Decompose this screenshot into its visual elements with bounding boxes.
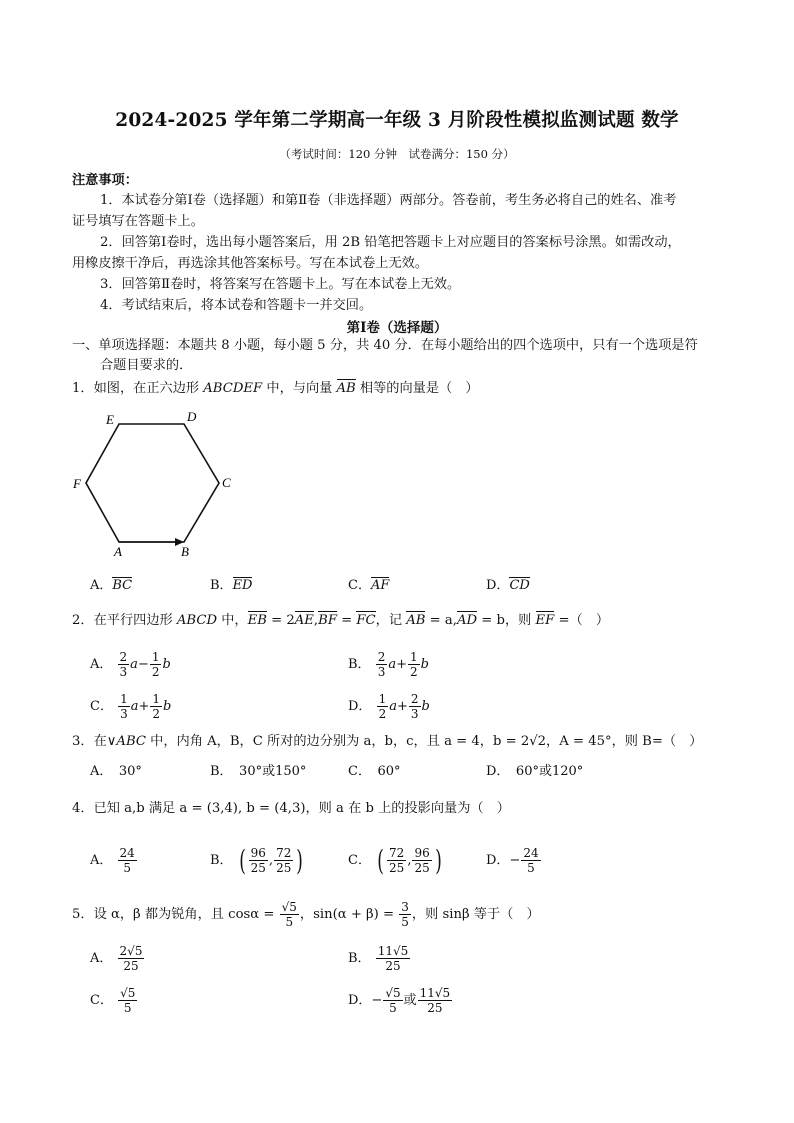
- q5-option-b[interactable]: [348, 944, 411, 973]
- option-vector: AF: [371, 576, 389, 596]
- fraction: $\frac{1}{2}$: [151, 650, 160, 679]
- fraction: $\frac{96}{25}$: [414, 846, 430, 875]
- option-letter: D．: [348, 699, 372, 714]
- q3-triangle: ABC: [116, 734, 146, 749]
- section-title: 第Ⅰ卷（选择题）: [346, 320, 448, 336]
- q2-option-a[interactable]: [90, 650, 171, 679]
- fraction: $\frac{1}{2}$: [152, 692, 161, 721]
- q1-vector: AB: [337, 378, 356, 400]
- q2-vector: AB: [406, 610, 425, 632]
- q1-polygon: ABCDEF: [203, 381, 263, 396]
- notice-item: 1．本试卷分第Ⅰ卷（选择题）和第Ⅱ卷（非选择题）两部分。答卷前，考生务必将自己的姓名、准考: [100, 193, 677, 208]
- fraction: $\frac{96}{25}$: [250, 846, 266, 875]
- fraction: $\frac{72}{25}$: [389, 846, 405, 875]
- page-title: 2024-2025 学年第二学期高一年级 3 月阶段性模拟监测试题 数学: [115, 110, 679, 131]
- fraction: $\frac{2}{3}$: [410, 692, 419, 721]
- fraction: $\frac{1}{2}$: [378, 692, 387, 721]
- question-5-stem: [72, 900, 540, 929]
- var-a: a: [389, 699, 397, 714]
- q3-option-c[interactable]: C． 60°: [348, 764, 401, 779]
- q2-shape: ABCD: [176, 613, 218, 628]
- section-intro: [72, 335, 698, 357]
- option-letter: B．: [348, 657, 371, 672]
- q4-option-c[interactable]: C． ( $\frac{72}{25}$ , $\frac{96}{25}$ ): [348, 843, 442, 877]
- q1-text: 中，与向量: [262, 381, 337, 396]
- q2-vector: AD: [457, 610, 477, 632]
- option-vector: BC: [112, 576, 132, 596]
- q3-text: 3．在∨: [72, 734, 117, 749]
- q5-text: 5．设 α，β 都为锐角，且 cosα =: [72, 907, 279, 922]
- section-intro-prefix: 一、单项选择题：: [72, 338, 178, 353]
- q1-option-a[interactable]: [90, 576, 132, 596]
- vertex-label-f: F: [73, 476, 81, 491]
- option-letter: C．: [90, 699, 113, 714]
- operator: −: [137, 657, 149, 672]
- q5-option-d[interactable]: [348, 986, 453, 1015]
- option-letter: A．: [90, 657, 113, 672]
- notice-item: 用橡皮擦干净后，再选涂其他答案标号。写在本试卷上无效。: [72, 256, 429, 271]
- q2-text: = 2: [266, 613, 295, 628]
- q3-text: 中，内角 A，B，C 所对的边分别为 a，b，c，且 a = 4，b = 2√2，A = 45°，则 B=（ ）: [145, 734, 703, 749]
- q2-option-b[interactable]: [348, 650, 429, 679]
- fraction: $\frac{√5}{5}$: [120, 986, 136, 1015]
- q5-text: ，sin(α + β) =: [299, 907, 399, 922]
- q2-vector: FC: [356, 610, 375, 632]
- var-b: b: [162, 657, 171, 672]
- vertex-label-a: A: [114, 544, 122, 559]
- notice-heading: 注意事项：: [72, 173, 138, 188]
- hexagon-figure: [64, 404, 244, 564]
- or-text: 或: [403, 993, 417, 1008]
- q2-text: 2．在平行四边形: [72, 613, 177, 628]
- q1-text: 1．如图，在正六边形: [72, 381, 204, 396]
- option-vector: CD: [509, 576, 529, 596]
- question-1-stem: [72, 378, 479, 400]
- operator: +: [396, 699, 408, 714]
- hexagon-shape: [86, 424, 219, 542]
- q4-option-a[interactable]: [90, 846, 138, 875]
- q3-option-a[interactable]: A． 30°: [90, 764, 142, 779]
- notice-item: 4．考试结束后，将本试卷和答题卡一并交回。: [100, 298, 373, 313]
- option-letter: B．: [210, 853, 233, 868]
- q1-text: 相等的向量是（ ）: [355, 381, 479, 396]
- question-3-stem: [72, 731, 702, 753]
- vertex-label-b: B: [181, 544, 189, 559]
- notice-item: 3．回答第Ⅱ卷时，将答案写在答题卡上。写在本试卷上无效。: [100, 277, 461, 292]
- section-intro-text: 本题共 8 小题，每小题 5 分，共 40 分．在每小题给出的四个选项中，只有一个选项是符: [177, 338, 698, 353]
- fraction: $\frac{1}{2}$: [410, 650, 418, 679]
- q2-text: =: [336, 613, 357, 628]
- fraction: $\frac{√5}{5}$: [281, 900, 297, 929]
- fraction: $\frac{2√5}{25}$: [119, 944, 143, 973]
- q4-option-d[interactable]: [486, 846, 542, 875]
- option-letter: D．: [486, 578, 510, 593]
- q1-option-c[interactable]: [348, 576, 389, 596]
- fraction: $\frac{11√5}{25}$: [419, 986, 451, 1015]
- option-letter: D．: [486, 853, 510, 868]
- option-letter: A．: [90, 853, 113, 868]
- var-b: b: [421, 699, 430, 714]
- vertex-label-d: D: [187, 409, 197, 424]
- q1-option-b[interactable]: [210, 576, 252, 596]
- fraction: $\frac{24}{5}$: [523, 846, 539, 875]
- option-letter: C．: [348, 578, 371, 593]
- option-letter: B．: [210, 578, 233, 593]
- q2-vector: EF: [536, 610, 555, 632]
- q2-text: = a,: [425, 613, 457, 628]
- operator: +: [396, 657, 408, 672]
- fraction: $\frac{3}{5}$: [401, 900, 409, 929]
- q2-vector: EB: [248, 610, 267, 632]
- option-letter: A．: [90, 578, 113, 593]
- fraction: $\frac{√5}{5}$: [385, 986, 401, 1015]
- var-b: b: [420, 657, 429, 672]
- option-letter: C．: [90, 993, 113, 1008]
- q2-text: = b，则: [477, 613, 536, 628]
- vertex-label-e: E: [106, 412, 114, 427]
- question-4-stem: 4．已知 a,b 满足 a = (3,4), b = (4,3)，则 a 在 b 上的投影向量为（ ）: [72, 801, 510, 816]
- q3-option-b[interactable]: B． 30°或150°: [210, 764, 307, 779]
- minus-sign: −: [509, 853, 521, 868]
- option-letter: D．: [348, 993, 372, 1008]
- fraction: $\frac{2}{3}$: [119, 650, 128, 679]
- section-intro-cont: 合题目要求的．: [100, 358, 193, 373]
- option-letter: A．: [90, 951, 113, 966]
- q2-text: =（ ）: [554, 613, 610, 628]
- fraction: $\frac{11√5}{25}$: [377, 944, 409, 973]
- q5-text: ，则 sinβ 等于（ ）: [411, 907, 540, 922]
- q2-text: ，记: [375, 613, 407, 628]
- q2-text: ,: [313, 613, 319, 628]
- option-vector: ED: [233, 576, 253, 596]
- option-letter: C．: [348, 853, 371, 868]
- exam-info: （考试时间：120 分钟 试卷满分：150 分）: [279, 147, 515, 161]
- q2-option-d[interactable]: [348, 692, 430, 721]
- q5-option-a[interactable]: [90, 944, 145, 973]
- notice-item: 2．回答第Ⅰ卷时，选出每小题答案后，用 2B 铅笔把答题卡上对应题目的答案标号涂黑。如需改动，: [100, 235, 681, 250]
- q1-option-d[interactable]: [486, 576, 530, 596]
- operator: +: [138, 699, 150, 714]
- fraction: $\frac{24}{5}$: [119, 846, 135, 875]
- q2-vector: BF: [318, 610, 337, 632]
- var-b: b: [163, 699, 172, 714]
- option-letter: B．: [348, 951, 371, 966]
- vertex-label-c: C: [222, 475, 231, 490]
- q5-option-c[interactable]: [90, 986, 138, 1015]
- q3-option-d[interactable]: D． 60°或120°: [486, 764, 584, 779]
- var-a: a: [388, 657, 397, 672]
- minus-sign: −: [371, 993, 383, 1008]
- q2-vector: AE: [295, 610, 314, 632]
- q2-text: 中，: [217, 613, 248, 628]
- q4-option-b[interactable]: B． ( $\frac{96}{25}$ , $\frac{72}{25}$ ): [210, 843, 304, 877]
- question-2-stem: [72, 610, 609, 632]
- var-a: a: [130, 699, 139, 714]
- fraction: $\frac{72}{25}$: [276, 846, 292, 875]
- var-a: a: [130, 657, 138, 672]
- fraction: $\frac{2}{3}$: [377, 650, 386, 679]
- q2-option-c[interactable]: [90, 692, 171, 721]
- fraction: $\frac{1}{3}$: [120, 692, 128, 721]
- notice-item: 证号填写在答题卡上。: [72, 214, 204, 229]
